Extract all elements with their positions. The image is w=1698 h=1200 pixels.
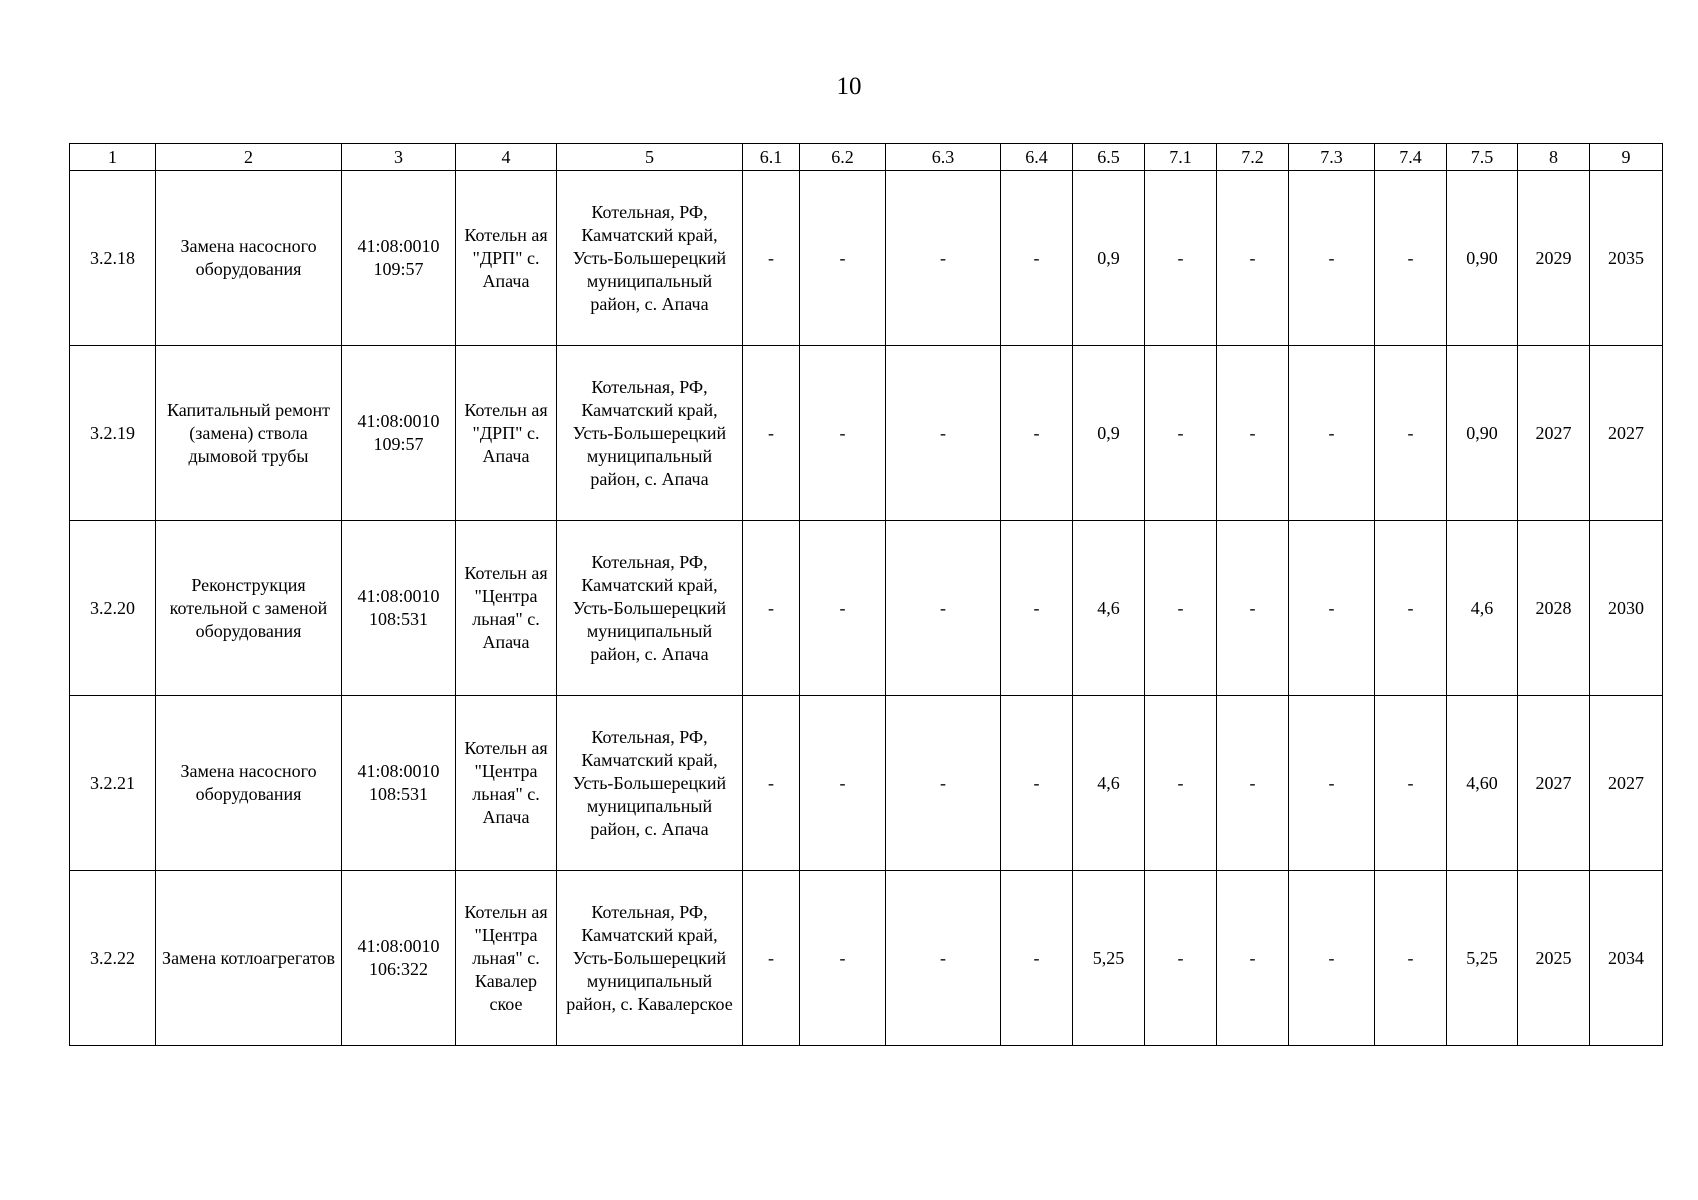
- header-row: [70, 144, 1663, 171]
- column-header: 6.4: [1001, 144, 1073, 171]
- value-cell: -: [743, 696, 800, 871]
- page-number: 10: [836, 73, 862, 100]
- object-address: Котельная, РФ, Камчатский край, Усть-Большерецкий муниципальный район, с. Апача: [557, 171, 743, 346]
- start-year: 2028: [1518, 521, 1590, 696]
- column-header: 7.2: [1217, 144, 1289, 171]
- end-year: 2027: [1590, 346, 1663, 521]
- column-header: 4: [456, 144, 557, 171]
- work-description: Замена насосного оборудования: [156, 696, 342, 871]
- value-cell: -: [1217, 696, 1289, 871]
- column-header: 6.3: [886, 144, 1001, 171]
- value-cell: -: [1289, 346, 1375, 521]
- value-cell: -: [1375, 696, 1447, 871]
- value-cell: -: [800, 871, 886, 1046]
- value-cell: 5,25: [1447, 871, 1518, 1046]
- object-address: Котельная, РФ, Камчатский край, Усть-Большерецкий муниципальный район, с. Апача: [557, 696, 743, 871]
- cadastral-number: 41:08:0010 109:57: [342, 171, 456, 346]
- column-header: 7.1: [1145, 144, 1217, 171]
- row-number: 3.2.19: [70, 346, 156, 521]
- value-cell: -: [800, 521, 886, 696]
- value-cell: 4,6: [1073, 696, 1145, 871]
- investment-table: [69, 143, 1663, 1046]
- value-cell: -: [1217, 346, 1289, 521]
- table-row: [70, 346, 1663, 521]
- value-cell: -: [1289, 171, 1375, 346]
- value-cell: 4,60: [1447, 696, 1518, 871]
- column-header: 7.3: [1289, 144, 1375, 171]
- value-cell: -: [743, 171, 800, 346]
- value-cell: -: [886, 521, 1001, 696]
- value-cell: -: [1001, 346, 1073, 521]
- column-header: 6.1: [743, 144, 800, 171]
- value-cell: -: [1289, 521, 1375, 696]
- work-description: Реконструкция котельной с заменой оборудования: [156, 521, 342, 696]
- value-cell: -: [1001, 521, 1073, 696]
- value-cell: -: [1145, 871, 1217, 1046]
- table-row: [70, 521, 1663, 696]
- value-cell: -: [1145, 346, 1217, 521]
- value-cell: -: [1217, 521, 1289, 696]
- end-year: 2027: [1590, 696, 1663, 871]
- object-address: Котельная, РФ, Камчатский край, Усть-Большерецкий муниципальный район, с. Апача: [557, 346, 743, 521]
- object-address: Котельная, РФ, Камчатский край, Усть-Большерецкий муниципальный район, с. Кавалерское: [557, 871, 743, 1046]
- value-cell: 0,90: [1447, 171, 1518, 346]
- value-cell: 0,9: [1073, 171, 1145, 346]
- value-cell: -: [743, 871, 800, 1046]
- value-cell: -: [743, 346, 800, 521]
- value-cell: -: [800, 171, 886, 346]
- column-header: 2: [156, 144, 342, 171]
- value-cell: -: [1145, 171, 1217, 346]
- value-cell: 4,6: [1073, 521, 1145, 696]
- end-year: 2035: [1590, 171, 1663, 346]
- value-cell: 5,25: [1073, 871, 1145, 1046]
- end-year: 2030: [1590, 521, 1663, 696]
- column-header: 8: [1518, 144, 1590, 171]
- cadastral-number: 41:08:0010 106:322: [342, 871, 456, 1046]
- table-row: [70, 696, 1663, 871]
- value-cell: -: [1217, 171, 1289, 346]
- column-header: 6.5: [1073, 144, 1145, 171]
- column-header: 1: [70, 144, 156, 171]
- column-header: 5: [557, 144, 743, 171]
- value-cell: -: [1217, 871, 1289, 1046]
- row-number: 3.2.22: [70, 871, 156, 1046]
- start-year: 2029: [1518, 171, 1590, 346]
- table-row: [70, 171, 1663, 346]
- value-cell: -: [743, 521, 800, 696]
- column-header: 7.4: [1375, 144, 1447, 171]
- start-year: 2025: [1518, 871, 1590, 1046]
- cadastral-number: 41:08:0010 109:57: [342, 346, 456, 521]
- value-cell: -: [1145, 521, 1217, 696]
- value-cell: 4,6: [1447, 521, 1518, 696]
- work-description: Замена насосного оборудования: [156, 171, 342, 346]
- start-year: 2027: [1518, 696, 1590, 871]
- value-cell: -: [800, 696, 886, 871]
- end-year: 2034: [1590, 871, 1663, 1046]
- cadastral-number: 41:08:0010 108:531: [342, 521, 456, 696]
- row-number: 3.2.20: [70, 521, 156, 696]
- object-name: Котельн ая "Центра льная" с. Апача: [456, 521, 557, 696]
- value-cell: -: [1375, 521, 1447, 696]
- work-description: Капитальный ремонт (замена) ствола дымовой трубы: [156, 346, 342, 521]
- column-header: 7.5: [1447, 144, 1518, 171]
- object-name: Котельн ая "ДРП" с. Апача: [456, 346, 557, 521]
- column-header: 3: [342, 144, 456, 171]
- work-description: Замена котлоагрегатов: [156, 871, 342, 1046]
- table-row: [70, 871, 1663, 1046]
- value-cell: -: [886, 871, 1001, 1046]
- value-cell: -: [1289, 871, 1375, 1046]
- value-cell: -: [1145, 696, 1217, 871]
- value-cell: 0,90: [1447, 346, 1518, 521]
- object-name: Котельн ая "Центра льная" с. Апача: [456, 696, 557, 871]
- value-cell: -: [1289, 696, 1375, 871]
- row-number: 3.2.21: [70, 696, 156, 871]
- object-name: Котельн ая "Центра льная" с. Кавалер ское: [456, 871, 557, 1046]
- column-header: 6.2: [800, 144, 886, 171]
- object-name: Котельн ая "ДРП" с. Апача: [456, 171, 557, 346]
- value-cell: -: [1001, 871, 1073, 1046]
- row-number: 3.2.18: [70, 171, 156, 346]
- value-cell: -: [1375, 171, 1447, 346]
- value-cell: -: [1001, 696, 1073, 871]
- value-cell: -: [886, 171, 1001, 346]
- value-cell: -: [800, 346, 886, 521]
- value-cell: -: [1001, 171, 1073, 346]
- object-address: Котельная, РФ, Камчатский край, Усть-Большерецкий муниципальный район, с. Апача: [557, 521, 743, 696]
- value-cell: -: [1375, 346, 1447, 521]
- start-year: 2027: [1518, 346, 1590, 521]
- cadastral-number: 41:08:0010 108:531: [342, 696, 456, 871]
- value-cell: -: [1375, 871, 1447, 1046]
- value-cell: 0,9: [1073, 346, 1145, 521]
- value-cell: -: [886, 696, 1001, 871]
- column-header: 9: [1590, 144, 1663, 171]
- value-cell: -: [886, 346, 1001, 521]
